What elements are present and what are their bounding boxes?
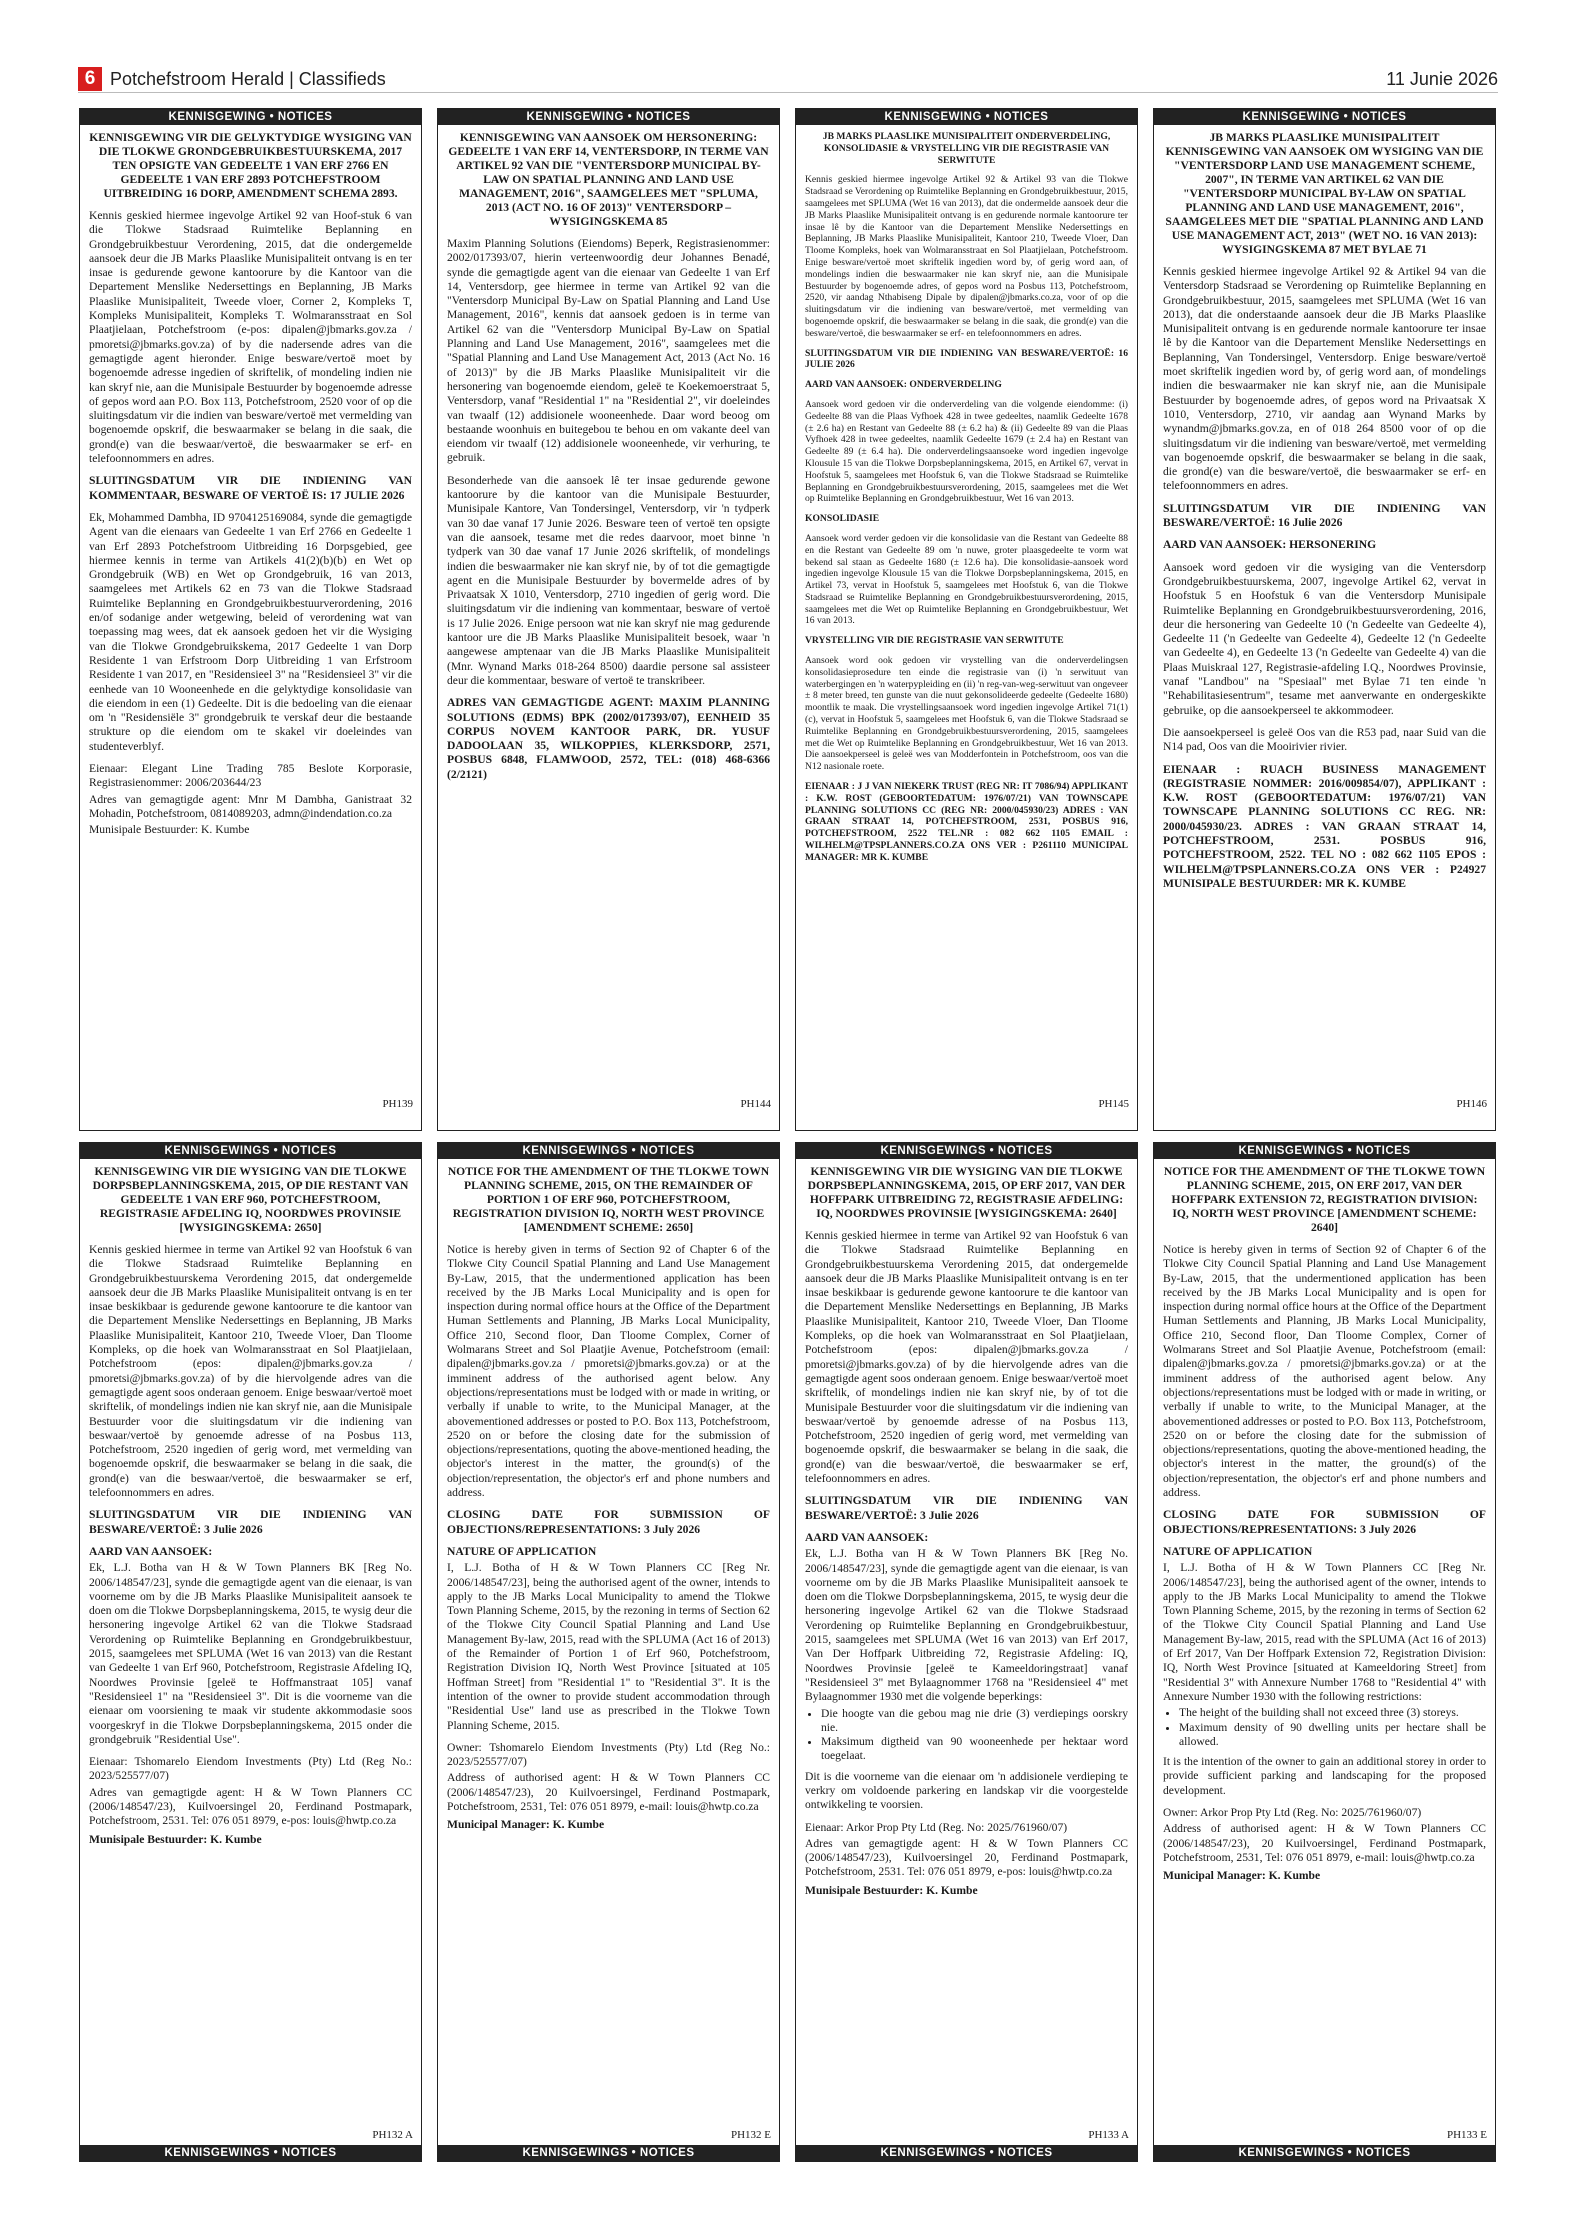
- publication-title: Potchefstroom Herald | Classifieds: [110, 68, 386, 89]
- notice-paragraph: Dit is die voorneme van die eienaar om 'n addisionele verdieping te verkry om voldoende parkering en landskap vir die voorgestelde ontwikkeling te voorsien.: [805, 1769, 1128, 1812]
- notice-footer-label: KENNISGEWINGS • NOTICES: [80, 2145, 421, 2161]
- notice-ph145: [795, 108, 1138, 1131]
- page-number: 6: [78, 67, 102, 91]
- notice-header-label: KENNISGEWINGS • NOTICES: [796, 1143, 1137, 1159]
- notice-agent: Adres van gemagtigde agent: H & W Town Planners CC (2006/148547/23), Kuilvoersingel 20, Ferdinand Postmapark, Potchefstroom, 2531. Tel: 076 051 8979, e-pos: louis@hwtp.co.za: [89, 1785, 412, 1828]
- notice-owner: Owner: Tshomarelo Eiendom Investments (Pty) Ltd (Reg No.: 2023/525577/07): [447, 1740, 770, 1769]
- notice-paragraph: Notice is hereby given in terms of Section 92 of Chapter 6 of the Tlokwe City Council Spatial Planning and Land Use Management By-Law, 2015, that the undermentioned application has been received by the JB Marks Local Municipality and is open for inspection during normal office hours at the Office of the Department Human Settlements and Planning, JB Marks Local Municipality, Office 210, Second floor, Dan Tloome Complex, Corner of Wolmarans Street and Sol Plaatjie Avenue, Potchefstroom (email: dipalen@jbmarks.gov.za / pmoretsi@jbmarks.gov.za) or at the imminent address of the authorised agent below. Any objections/representations must be lodged with or made in writing, or verbally if unable to write, to the Municipal Manager, at the abovementioned addresses or posted to P.O. Box 113, Potchefstroom, 2520 on or before the closing date for the submission of objections/representations, quoting the above-mentioned heading, the objector's interest in the matter, the ground(s) of the objection/representation, the objector's erf and phone numbers and address.: [1163, 1243, 1486, 1500]
- notice-header-label: KENNISGEWINGS • NOTICES: [80, 1143, 421, 1159]
- notice-header-label: KENNISGEWING • NOTICES: [1154, 109, 1495, 125]
- notice-manager: Munisipale Bestuurder: K. Kumbe: [89, 1832, 262, 1846]
- notice-footer-label: KENNISGEWINGS • NOTICES: [1154, 2145, 1495, 2161]
- notice-subheading: AARD VAN AANSOEK: HERSONERING: [1163, 538, 1377, 552]
- notice-owner: Eienaar: Arkor Prop Pty Ltd (Reg. No: 2025/761960/07): [805, 1820, 1068, 1834]
- notice-owner: Eienaar: Elegant Line Trading 785 Beslote Korporasie, Registrasienommer: 2006/203644/23: [89, 761, 412, 790]
- notice-paragraph: I, L.J. Botha of H & W Town Planners CC [Reg Nr. 2006/148547/23], being the authorised agent of the owner, intends to apply to the JB Marks Local Municipality to amend the Tlokwe Town Planning Scheme, 2015, by the rezoning in terms of Section 62 of the Tlokwe City Council Spatial Planning and Land Use Management By-law, 2015, read with the SPLUMA (Act 16 of 2013) of Erf 2017, Van Der Hoffpark Extension 72, Registration Division: IQ, North West Province [situated at Kameeldoring Street] from "Residential 3" with Annexure Number 1768 to "Residential 4" with Annexure Number 1930 with the following restrictions:: [1163, 1561, 1486, 1703]
- notice-manager: Municipal Manager: K. Kumbe: [1163, 1869, 1321, 1883]
- notice-header-label: KENNISGEWING • NOTICES: [796, 109, 1137, 125]
- notice-ph146: [1153, 108, 1496, 1131]
- notice-closing-date: SLUITINGSDATUM VIR DIE INDIENING VAN BESWARE/VERTOË: 16 Julie 2026: [1163, 501, 1486, 530]
- notice-paragraph: I, L.J. Botha of H & W Town Planners CC [Reg Nr. 2006/148547/23], being the authorised agent of the owner, intends to apply to the JB Marks Local Municipality to amend the Tlokwe Town Planning Scheme, 2015, by the rezoning in terms of Section 62 of the Tlokwe City Council Spatial Planning and Land Use Management By-law, 2015, read with the SPLUMA (Act 16 of 2013) of the Remainder of Portion 1 of Erf 960, Potchefstroom, Registration Division IQ, North West Province [situated at 105 Hoffman Street] from "Residential 1" to "Residential 3". It is the intention of the owner to provide student accommodation through "Residential Use" land use as prescribed in the Tlokwe Town Planning Scheme, 2015.: [447, 1561, 770, 1732]
- notice-subheading: NATURE OF APPLICATION: [1163, 1544, 1313, 1558]
- notice-manager: Munisipale Bestuurder: K. Kumbe: [805, 1883, 978, 1897]
- notice-title: NOTICE FOR THE AMENDMENT OF THE TLOKWE TOWN PLANNING SCHEME, 2015, ON ERF 2017, VAN DER HOFFPARK EXTENSION 72, REGISTRATION DIVISION: IQ, NORTH WEST PROVINCE [AMENDMENT SCHEME: 2640]: [1163, 1165, 1486, 1234]
- notice-paragraph: Aansoek word verder gedoen vir die konsolidasie van die Restant van Gedeelte 88 en die Restant van Gedeelte 89 om 'n nuwe, groter plaasgedeelte te vorm wat bekend sal staan as Gedeelte 1680 (± 12.6 ha). Die konsolidasie-aansoek word ingedien ingevolge Klousule 15 van die Tlokwe Dorpsbeplanningskema, 2015, en Artikel 73, vervat in Hoofstuk 5, saamgelees met Hoofstuk 6, van die Tlokwe Stadsraad se Ruimtelike Beplanning en Grondgebruikbestuursverordening, 2015, saamgelees met die Wet op Ruimtelike Beplanning en Grondgebruikbestuur, Wet 16 van 2013.: [805, 532, 1128, 627]
- notice-agent: Adres van gemagtigde agent: H & W Town Planners CC (2006/148547/23), Kuilvoersingel 20, Ferdinand Postmapark, Potchefstroom, 2531. Tel: 076 051 8979, e-pos: louis@hwtp.co.za: [805, 1836, 1128, 1879]
- notice-subheading: KONSOLIDASIE: [805, 513, 880, 525]
- notice-body: [796, 125, 1137, 864]
- notice-ref: PH133 E: [1446, 2129, 1487, 2141]
- notice-manager: Munisipale Bestuurder: K. Kumbe: [89, 823, 250, 837]
- notice-body: [80, 1159, 421, 1847]
- notice-header-label: KENNISGEWINGS • NOTICES: [438, 1143, 779, 1159]
- notice-ref: PH146: [1456, 1098, 1487, 1110]
- notice-paragraph: Aansoek word gedoen vir die onderverdeling van die volgende eiendomme: (i) Gedeelte 88 van die Plaas Vyfhoek 428 in twee gedeeltes, naamlik Gedeelte 1678 (± 2.6 ha) en Restant van Gedeelte 88 (± 6.2 ha) & (ii) Gedeelte 89 van die Plaas Vyfhoek 428 in twee gedeeltes, naamlik Gedeelte 1679 (± 2.4 ha) en Restant van Gedeelte 89 (± 6.4 ha). Die onderverdelingsaansoeke word ingedien ingevolge Klousule 15 van die Tlokwe Dorpsbeplanningskema, 2015, en Artikel 67, vervat in Hoofstuk 5, saamgelees met Hoofstuk 6, van die Tlokwe Stadsraad se Ruimtelike Beplanning en Grondgebruikbestuursverordening, 2015, saamgelees met die Wet op Ruimtelike Beplanning en Grondgebruikbestuur, Wet 16 van 2013.: [805, 398, 1128, 505]
- notice-header-label: KENNISGEWINGS • NOTICES: [1154, 1143, 1495, 1159]
- notice-ph133e: [1153, 1142, 1496, 2162]
- notice-ph133a: [795, 1142, 1138, 2162]
- notice-title: KENNISGEWING VAN AANSOEK OM HERSONERING: GEDEELTE 1 VAN ERF 14, VENTERSDORP, IN TERME VAN ARTIKEL 92 VAN DIE "VENTERSDORP MUNICIPAL BY-LAW ON SPATIAL PLANNING AND LAND USE MANAGEMENT, 2016", SAAMGELEES MET "SPLUMA, 2013 (ACT NO. 16 OF 2013)" VENTERSDORP – WYSIGINGSKEMA 85: [448, 131, 769, 228]
- issue-date: 11 Junie 2026: [1386, 68, 1498, 89]
- notice-paragraph: Notice is hereby given in terms of Section 92 of Chapter 6 of the Tlokwe City Council Spatial Planning and Land Use Management By-Law, 2015, that the undermentioned application has been received by the JB Marks Local Municipality and is open for inspection during normal office hours at the Office of the Department Human Settlements and Planning, JB Marks Local Municipality, Office 210, Second floor, Dan Tloome Complex, Corner of Wolmarans Street and Sol Plaatjie Avenue, Potchefstroom (email: dipalen@jbmarks.gov.za / pmoretsi@jbmarks.gov.za) or at the imminent address of the authorised agent below. Any objections/representations must be lodged with or made in writing, or verbally if unable to write, to the Municipal Manager, at the abovementioned addresses or posted to P.O. Box 113, Potchefstroom, 2520 on or before the closing date for the submission of objections/representations, quoting the above-mentioned heading, the objector's interest in the matter, the ground(s) of the objection/representation, the objector's erf and phone numbers and address.: [447, 1243, 770, 1500]
- restrictions-list: [805, 1707, 1128, 1764]
- notice-subheading: NATURE OF APPLICATION: [447, 1544, 597, 1558]
- notice-agent: Adres van gemagtigde agent: Mnr M Dambha, Ganistraat 32 Mohadin, Potchefstroom, 0814089203, admn@indendation.co.za: [89, 792, 412, 820]
- notice-footer-label: KENNISGEWINGS • NOTICES: [438, 2145, 779, 2161]
- notice-paragraph: Ek, L.J. Botha van H & W Town Planners BK [Reg No. 2006/148547/23], synde die gemagtigde agent van die eienaar, is van voorneme om by die JB Marks Plaaslike Munisipaliteit aansoek te doen om die Tlokwe Dorpsbeplanningskema, 2015, te wysig deur die hersonering ingevolge Artikel 62 van die Tlokwe Stadsraad Verordening op Ruimtelike Beplanning en Grondgebruikbestuur, 2015, saamgelees met SPLUMA (Wet 16 van 2013) van die Restant van Gedeelte 1 van Erf 960, Potchefstroom, Registrasie Afdeling IQ, Noordwes Provinsie [geleë te Hoffmanstraat 105] vanaf "Residensieel 1" na "Residensieel 3". Dit is die voorneme van die eienaar om voorsiening te maak vir studente akkommodasie soos voorgeskryf in die Tlokwe Dorpsbeplanningskema, 2015 onder die grondgebruik "Residential Use".: [89, 1561, 412, 1746]
- notice-paragraph: Ek, L.J. Botha van H & W Town Planners BK [Reg No. 2006/148547/23], synde die gemagtigde agent van die eienaar, is van voorneme om by die JB Marks Plaaslike Munisipaliteit aansoek te doen om die Tlokwe Dorpsbeplanningskema, 2015, te wysig deur die hersonering ingevolge Artikel 62 van die Tlokwe Stadsraad Verordening op Ruimtelike Beplanning en Grondgebruikbestuur, 2015, saamgelees met SPLUMA (Wet 16 van 2013) van Erf 2017, Van Der Hoffpark Uitbreiding 72, Registrasie Afdeling: IQ, Noordwes Provinsie [geleë te Kameeldoringstraat] vanaf "Residensieel 3" met Bylaagnommer 1768 na "Residensieel 4" met Bylaagnommer 1930 met die volgende beperkings:: [805, 1547, 1128, 1704]
- notice-title: KENNISGEWING VIR DIE GELYKTYDIGE WYSIGING VAN DIE TLOKWE GRONDGEBRUIKBESTUURSKEMA, 2017 TEN OPSIGTE VAN GEDEELTE 1 VAN ERF 2766 EN GEDEELTE 1 VAN ERF 2893 POTCHEFSTROOM UITBREIDING 16 DORP, AMENDMENT SCHEMA 2893.: [89, 131, 412, 200]
- notice-body: [438, 125, 779, 782]
- notice-header-label: KENNISGEWING • NOTICES: [438, 109, 779, 125]
- notice-paragraph: It is the intention of the owner to gain an additional storey in order to provide sufficient parking and landscaping for the proposed development.: [1163, 1755, 1486, 1797]
- notice-manager: Municipal Manager: K. Kumbe: [447, 1818, 605, 1832]
- restrictions-list: [1163, 1706, 1486, 1749]
- notice-footer-label: KENNISGEWINGS • NOTICES: [796, 2145, 1137, 2161]
- notice-body: [1154, 125, 1495, 891]
- notice-title: KENNISGEWING VIR DIE WYSIGING VAN DIE TLOKWE DORPSBEPLANNINGSKEMA, 2015, OP DIE RESTANT VAN GEDEELTE 1 VAN ERF 960, POTCHEFSTROOM, REGISTRASIE AFDELING IQ, NOORDWES PROVINSIE [WYSIGINGSKEMA: 2650]: [92, 1165, 409, 1234]
- notice-paragraph: Kennis geskied hiermee ingevolge Artikel 92 van Hoof-stuk 6 van die Tlokwe Stadsraad Ruimtelike Beplanning en Grondgebruikbestuur Verordening, 2015, dat die ondergemelde aansoek deur die JB Marks Plaaslike Munisipaliteit ontvang is en ter insae is gedurende gewone kantoorure by die Kantoor van die Departement Menslike Nedersettings en Beplanning, JB Marks Plaaslike Munisipaliteit, Tweede vloer, Corner 2, Kompleks T, Kompleks Munisipaliteit, Kompleks T. Wolmaransstraat en Sol Plaatjielaan, Potchefstroom (e-pos: dipalen@jbmarks.gov.za / pmoretsi@jbmarks.gov.za) of by die nadersende adres van die gemagtigde agent hieronder. Enige besware/vertoë moet by bogenoemde adresse ingedien of skriftelik, of mondeling indien nie kan skryf nie, aan die Munisipale Bestuurder by bogenoemde adresse of gepos word aan P.O. Box 113, Potchefstroom, 2520 voor of op die sluitingsdatum vir die indien van besware/vertoë met vermelding van bogenoemde opskrif, die beswaarmaker se belang in die saak, die grond(e) van die beswaar/vertoë, die beswaarmaker se erf- en telefoonnommers en adres.: [89, 209, 412, 466]
- notice-ph132a: [79, 1142, 422, 2162]
- notice-closing-date: SLUITINGSDATUM VIR DIE INDIENING VAN BESWARE/VERTOË: 16 JULIE 2026: [805, 347, 1128, 371]
- notice-closing-date: SLUITINGSDATUM VIR DIE INDIENING VAN BESWARE/VERTOË: 3 Julie 2026: [805, 1494, 1128, 1522]
- list-item: • Maksimum digtheid van 90 wooneenhede per hektaar word toegelaat.: [821, 1735, 1128, 1764]
- notice-closing-date: SLUITINGSDATUM VIR DIE INDIENING VAN KOMMENTAAR, BESWARE OF VERTOË IS: 17 JULIE 2026: [89, 474, 412, 502]
- notice-owner: Owner: Arkor Prop Pty Ltd (Reg. No: 2025/761960/07): [1163, 1805, 1422, 1819]
- notice-ph139: [79, 108, 422, 1131]
- notice-title: NOTICE FOR THE AMENDMENT OF THE TLOKWE TOWN PLANNING SCHEME, 2015, ON THE REMAINDER OF PORTION 1 OF ERF 960, POTCHEFSTROOM, REGISTRATION DIVISION IQ, NORTH WEST PROVINCE [AMENDMENT SCHEME: 2650]: [447, 1165, 770, 1234]
- notice-closing-date: SLUITINGSDATUM VIR DIE INDIENING VAN BESWARE/VERTOË: 3 Julie 2026: [89, 1508, 412, 1536]
- notice-body: [796, 1159, 1137, 1898]
- notice-agent: Address of authorised agent: H & W Town Planners CC (2006/148547/23), 20 Kuilvoersingel, Ferdinand Postmapark, Potchefstroom, 2531, Tel: 076 051 8979, e-mail: louis@hwtp.co.za: [447, 1771, 770, 1813]
- notice-paragraph: Kennis geskied hiermee in terme van Artikel 92 van Hoofstuk 6 van die Tlokwe Stadsraad Ruimtelike Beplanning en Grondgebruikbestuurskema Verordening 2015, dat ondergemelde aansoek deur die JB Marks Plaaslike Munisipaliteit ontvang is en ter insae beskikbaar is gedurende gewone kantoorure te die kantoor van die Departement Menslike Nedersettings en Beplanning, JB Marks Plaaslike Munisipaliteit, Kantoor 210, Tweede Vloer, Dan Tloome Kompleks, op die hoek van Wolmaransstraat en Sol Plaatjielaan, Potchefstroom (epos: dipalen@jbmarks.gov.za / pmoretsi@jbmarks.gov.za) of by die hiervolgende adres van die gemagtigde agent soos onderaan genoem. Enige beswaar/vertoë moet skriftelik, of mondelings indien nie kan skryf nie, by of tot die Munisipale Bestuurder voor die sluitingsdatum vir die indiening van beswaar/vertoë by genoemde adresse of na Posbus 113, Potchefstroom, 2520 ingedien of gerig word, met vermelding van bogenoemde opskrif, die beswaarmaker se belang in die saak, die grond(e) van die beswaar/vertoë, die beswaarmaker se erf, telefoonnommers en adres.: [805, 1229, 1128, 1486]
- notice-paragraph: Aansoek word ook gedoen vir vrystelling van die onderverdelingsen konsolidasieprosedure ten einde die registrasie van (i) 'n serwituut van waterbergingen en 'n waterpypleiding en (ii) 'n reg-van-weg-serwituut van ongeveer ± 8 meter breed, ten gunste van die nuut gekonsolideerde gedeelte (Gedeelte 1680) moontlik te maak. Die vrystellingsaansoek word ingedien ingevolge Artikel 71(1)(c), vervat in Hoofstuk 5, saamgelees met Hoofstuk 6, van die Tlokwe Stadsraad se Ruimtelike Beplanning en Grondgebruikbestuursverordening, 2015, saamgelees met die Wet op Ruimtelike Beplanning en Grondgebruikbestuur, Wet 16 van 2013. Die aansoekperseel is geleë wes van Modderfontein in Potchefstroom, oos van die N12 nasionale roete.: [805, 655, 1128, 773]
- notice-details: EIENAAR : J J VAN NIEKERK TRUST (REG NR: IT 7086/94) APPLIKANT : K.W. ROST (GEBOORTEDATUM: 1976/07/21) VAN TOWNSCAPE PLANNING SOLUTIONS CC (REG NR: 2000/045930/23) ADRES : VAN GRAAN STRAAT 14, POTCHEFSTROOM, 2531, POSBUS 916, POTCHEFSTROOM, 2522 TEL.NR : 082 662 1105 EMAIL : WILHELM@TPSPLANNERS.CO.ZA ONS VER : P261110 MUNICIPAL MANAGER: MR K. KUMBE: [805, 781, 1128, 863]
- notice-closing-date: CLOSING DATE FOR SUBMISSION OF OBJECTIONS/REPRESENTATIONS: 3 July 2026: [447, 1508, 770, 1536]
- notice-ref: PH145: [1098, 1098, 1129, 1110]
- notice-body: [1154, 1159, 1495, 1883]
- notice-owner: Eienaar: Tshomarelo Eiendom Investments (Pty) Ltd (Reg No.: 2023/525577/07): [89, 1755, 412, 1783]
- list-item: • Die hoogte van die gebou mag nie drie (3) verdiepings oorskry nie.: [821, 1707, 1128, 1736]
- notice-title: JB MARKS PLAASLIKE MUNISIPALITEIT ONDERVERDELING, KONSOLIDASIE & VRYSTELLING VIR DIE REGISTRASIE VAN SERWITUTE: [822, 131, 1111, 166]
- notice-body: [438, 1159, 779, 1833]
- notice-title: JB MARKS PLAASLIKE MUNISIPALITEIT KENNISGEWING VAN AANSOEK OM WYSIGING VAN DIE "VENTERSDORP LAND USE MANAGEMENT SCHEME, 2007", IN TERME VAN ARTIKEL 62 VAN DIE "VENTERSDORP MUNICIPAL BY-LAW ON SPATIAL PLANNING AND LAND USE MANAGEMENT, 2016", SAAMGELEES MET DIE "SPATIAL PLANNING AND LAND USE MANAGEMENT ACT, 2013" (WET NO. 16 VAN 2013): WYSIGINGSKEMA 87 MET BYLAE 71: [1165, 131, 1484, 256]
- notice-subheading: VRYSTELLING VIR DIE REGISTRASIE VAN SERWITUTE: [805, 635, 1064, 647]
- notice-ph144: [437, 108, 780, 1131]
- notice-subheading: AARD VAN AANSOEK: ONDERVERDELING: [805, 379, 1002, 391]
- notice-paragraph: Die aansoekperseel is geleë Oos van die R53 pad, naar Suid van die N14 pad, Oos van die Mooirivier rivier.: [1163, 725, 1486, 754]
- notice-agent: Address of authorised agent: H & W Town Planners CC (2006/148547/23), 20 Kuilvoersingel, Ferdinand Postmapark, Potchefstroom, 2531, Tel: 076 051 8979, e-mail: louis@hwtp.co.za: [1163, 1822, 1486, 1864]
- notice-subheading: AARD VAN AANSOEK:: [805, 1530, 929, 1544]
- notice-ref: PH133 A: [1088, 2129, 1129, 2141]
- notice-closing-date: CLOSING DATE FOR SUBMISSION OF OBJECTIONS/REPRESENTATIONS: 3 July 2026: [1163, 1508, 1486, 1536]
- notice-paragraph: Ek, Mohammed Dambha, ID 9704125169084, synde die gemagtigde Agent van die eienaars van Gedeelte 1 van Erf 2766 en Gedeelte 1 van Erf 2893 Potchefstroom Uitbreiding 16 Dorpsgebied, gee hiermee kennis in terme van Artikels 41(2)(b)(b) en Wet op Grondgebruik (WB) en Wet op Grondgebruik, 16 van 2013, saamgelees met Artikels 62 en 73 van die Tlokwe Stadsraad Ruimtelike Beplanning en Grondgebruikbestuurverordening, 2016 en/of sodanige ander wetgewing, beleid of verordening wat van toepassing mag wees, dat ek aansoek gedoen het vir die Wysiging van die Tlokwe Grondgebruikskema, 2017 Gedeelte 1 van Dorp Residente 1 van Erfstroom Dorp Uitbreiding 1 van Erfstroom Residente 1 van 2017, en "Residensieel 3" na "Residensieel 3" vir die eenhede van 10 Wooneenhede en die gelyktydige konsolidasie van die eiendom in een (1) Gedeelte. Dit is die bedoeling van die eienaar om 'n "Residensiële 3" grondgebruik te verskaf deur die bestaande strukture op die eiendom om te skakel vir doeleindes van studenteverblyf.: [89, 510, 412, 753]
- notice-header-label: KENNISGEWING • NOTICES: [80, 109, 421, 125]
- notice-ph132e: [437, 1142, 780, 2162]
- notice-details: EIENAAR : RUACH BUSINESS MANAGEMENT (REGISTRASIE NOMMER: 2016/009854/07), APPLIKANT : K.W. ROST (GEBOORTEDATUM: 1976/07/21) VAN TOWNSCAPE PLANNING SOLUTIONS CC REG. NR: 2000/045930/23. ADRES : VAN GRAAN STRAAT 14, POTCHEFSTROOM, 2531. POSBUS 916, POTCHEFSTROOM, 2522. TEL NO : 082 662 1105 EPOS : WILHELM@TPSPLANNERS.CO.ZA ONS VER : P24927 MUNISIPALE BESTUURDER: MR K. KUMBE: [1163, 762, 1486, 890]
- notice-paragraph: Aansoek word gedoen vir die wysiging van die Ventersdorp Grondgebruikbestuurskema, 2007, ingevolge Artikel 62, vervat in Hoofstuk 5 en Hoofstuk 6 van die Ventersdorp Munisipale Ruimtelike Beplanning en Grondgebruikbestuursverordening, 2016, deur die hersonering van Gedeelte 10 ('n Gedeelte van Gedeelte 4), Gedeelte 11 ('n Gedeelte van Gedeelte 4), Gedeelte 12 ('n Gedeelte van Gedeelte 4), en Gedeelte 13 ('n Gedeelte van Gedeelte 4) van die Plaas Muiskraal 127, Registrasie-afdeling I.Q., Noordwes Provinsie, vanaf "Landbou" na "Spesiaal" met Bylae 71 ten einde 'n "Rehabilitasiesentrum", tesame met aanverwante en ondergeskikte gebruike, op die aansoekperseel te akkommodeer.: [1163, 560, 1486, 717]
- notice-ref: PH132 E: [730, 2129, 771, 2141]
- list-item: • The height of the building shall not exceed three (3) storeys.: [1179, 1706, 1486, 1720]
- notice-paragraph: Kennis geskied hiermee in terme van Artikel 92 van Hoofstuk 6 van die Tlokwe Stadsraad Ruimtelike Beplanning en Grondgebruikbestuurskema Verordening 2015, dat ondergemelde aansoek deur die JB Marks Plaaslike Munisipaliteit ontvang is en ter insae beskikbaar is gedurende gewone kantoorure te die kantoor van die Departement Menslike Nedersettings en Beplanning, JB Marks Plaaslike Munisipaliteit, Kantoor 210, Tweede Vloer, Dan Tloome Kompleks, op die hoek van Wolmaransstraat en Sol Plaatjielaan, Potchefstroom (epos: dipalen@jbmarks.gov.za / pmoretsi@jbmarks.gov.za) of by die hiervolgende adres van die gemagtigde agent soos onderaan genoem. Enige beswaar/vertoë moet skriftelik, of mondelings indien nie kan skryf nie, aan die Munisipale Bestuurder voor die sluitingsdatum vir die indiening van beswaar/vertoë by genoemde adresse of na Posbus 113, Potchefstroom, 2520 ingedien of gerig word, met vermelding van bogenoemde opskrif, die beswaarmaker se belang in die saak, die grond(e) van die beswaar/vertoë, die beswaarmaker se erf, telefoonnommers en adres.: [89, 1243, 412, 1500]
- notice-paragraph: Besonderhede van die aansoek lê ter insae gedurende gewone kantoorure by die kantoor van die Munisipale Bestuurder, Munisipale Kantore, Van Tondersingel, Ventersdorp, vir 'n tydperk van 30 dae vanaf 17 Junie 2026. Besware teen of vertoë ten opsigte van die aansoek, tesame met die redes daarvoor, moet binne 'n tydperk van 30 dae vanaf 17 Junie 2026 skriftelik, of mondelings indien die beswaarmaker nie kan skryf nie, by of tot die gemagtigde agent en die Munisipale Bestuurder by bovermelde adres of by Privaatsak X 1010, Ventersdorp, 2710 ingedien of gerig word. Die sluitingsdatum vir die indiening van kommentaar, besware of vertoë is 17 Julie 2026. Enige persoon wat nie kan skryf nie mag gedurende kantoor ure die JB Marks Plaaslike Munisipaliteit besoek, waar 'n aangewese amptenaar van die JB Marks Plaaslike Munisipaliteit (Mnr. Wynand Marks 018-264 8500) daardie persone sal assisteer deur die kommentaar, besware of vertoë te transkribeer.: [447, 473, 770, 687]
- notice-paragraph: Maxim Planning Solutions (Eiendoms) Beperk, Registrasienommer: 2002/017393/07, hierin verteenwoordig deur Johannes Benadé, synde die gemagtigde agent van die eienaar van Gedeelte 1 van Erf 14, Ventersdorp, gee hiermee in terme van Artikel 92 van die "Ventersdorp Municipal By-Law on Spatial Planning and Land Use Management, 2016", kennis dat aansoek gedoen is in terme van Artikel 62 van die "Ventersdorp Municipal By-Law on Spatial Planning and Land Use Management, 2016", saamgelees met die "Spatial Planning and Land Use Management Act, 2013 (Act No. 16 of 2013)" by die JB Marks Plaaslike Munisipaliteit vir die hersonering van bogenoemde eiendom, geleë te Koekemoerstraat 5, Ventersdorp, vanaf "Residential 1" na "Residential 2", vir doeleindes van twaalf (12) addisionele wooneenhede. Daar word beoog om bestaande woonhuis en buitegebou te behou en om vakante deel van eiendom vir twaalf (12) addisionele wooneenhede, vir verhuring, te gebruik.: [447, 237, 770, 465]
- notice-body: [80, 125, 421, 837]
- notice-agent: ADRES VAN GEMAGTIGDE AGENT: MAXIM PLANNING SOLUTIONS (EDMS) BPK (2002/017393/07), EENHEID 35 CORPUS NOVEM KANTOOR PARK, DR. YUSUF DADOOLAAN 35, WILKOPPIES, KLERKSDORP, 2571, POSBUS 6848, FLAMWOOD, 2572, TEL: (018) 468-6366 (2/2121): [447, 696, 770, 781]
- notice-paragraph: Kennis geskied hiermee ingevolge Artikel 92 & Artikel 94 van die Ventersdorp Stadsraad se Verordening op Ruimtelike Beplanning en Grondgebruikbestuur, 2015, saamgelees met SPLUMA (Wet 16 van 2013), dat die onderstaande aansoek deur die JB Marks Plaaslike Munisipaliteit ontvang is en gedurende normale kantoorure ter insae lê by die Kantoor van die Departement Menslike Nedersettings en Beplanning, Van Tondersingel, Ventersdorp. Enige besware/vertoë moet skriftelik ingedien word by, of gerig word aan, of mondelings indien die beswaarmaker nie kan skryf nie, aan die Munisipale Bestuurder by bogenoemde adres, of gepos word na Privaatsak X 1010, Ventersdorp, 2710, vir aandag aan Wynand Marks by wynandm@jbmarks.gov.za, en of 018 264 8500 voor of op die sluitingsdatum vir die indiening van besware/vertoë, met vermelding van bogenoemde opskrif, die beswaarmaker se belang in die saak, die grond(e) van die besware/vertoë, die beswaarmaker se erf- en telefoonnommers en adres.: [1163, 265, 1486, 493]
- notice-paragraph: Kennis geskied hiermee ingevolge Artikel 92 & Artikel 93 van die Tlokwe Stadsraad se Verordening op Ruimtelike Beplanning en Grondgebruikbestuur, 2015, saamgelees met SPLUMA (Wet 16 van 2013), dat die ondermelde aansoek deur die JB Marks Plaaslike Munisipaliteit ontvang is en gedurende normale kantoorure ter insae lê by die Kantoor van die Departement Menslike Nedersettings en Beplanning, JB Marks Plaaslike Munisipaliteit, Kantoor 210, Tweede Vloer, Dan Tloome Kompleks, hoek van Wolmaransstraat en Sol Plaatjielaan, Potchefstroom. Enige besware/vertoë moet skriftelik ingedien word by, of gerig word aan, of mondelings indien die beswaarmaker nie kan skryf nie, aan die Munisipale Bestuurder by bogenoemde adres, of gepos word na Posbus 113, Potchefstroom, 2520, vir aandag Nthabiseng Dipale by dipalen@jbmarks.co.za, voor of op die sluitingsdatum vir die indiening van besware/vertoë, met vermelding van bogenoemde opskrif, die beswaarmaker se belang in die saak, die grond(e) van die besware/vertoë, die beswaarmaker se erf- en telefoonnommers en adres.: [805, 174, 1128, 339]
- list-item: • Maximum density of 90 dwelling units per hectare shall be allowed.: [1179, 1721, 1486, 1750]
- notice-ref: PH144: [740, 1098, 771, 1110]
- notice-ref: PH132 A: [372, 2129, 413, 2141]
- page-header: [78, 66, 1498, 93]
- notice-subheading: AARD VAN AANSOEK:: [89, 1544, 213, 1558]
- notice-title: KENNISGEWING VIR DIE WYSIGING VAN DIE TLOKWE DORPSBEPLANNINGSKEMA, 2015, OP ERF 2017, VAN DER HOFFPARK UITBREIDING 72, REGISTRASIE AFDELING: IQ, NOORDWES PROVINSIE [WYSIGINGSKEMA: 2640]: [807, 1165, 1126, 1220]
- notice-ref: PH139: [382, 1098, 413, 1110]
